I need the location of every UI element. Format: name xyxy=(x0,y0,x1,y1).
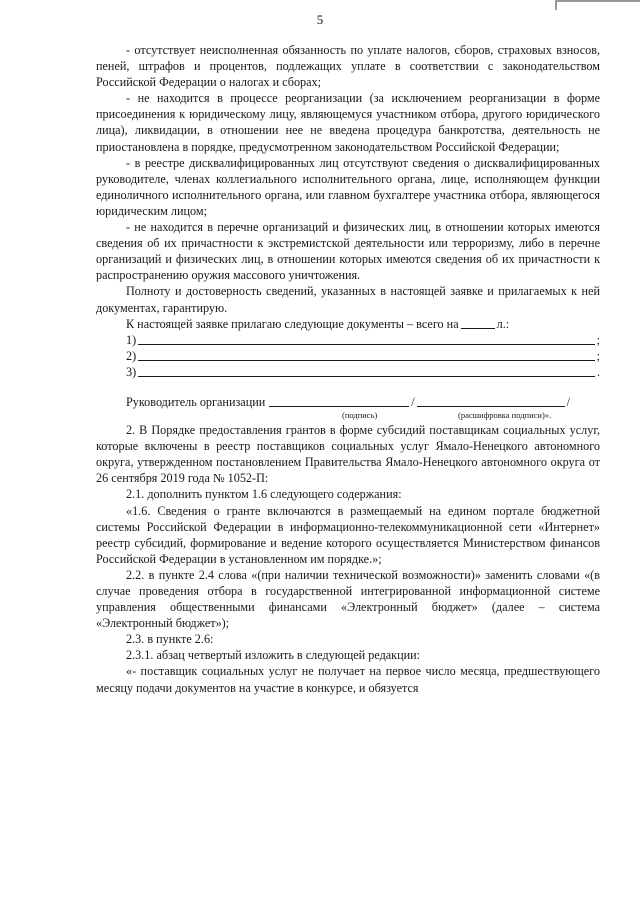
signature-end: / xyxy=(566,394,571,409)
amendment-2-3: 2.3. в пункте 2.6: xyxy=(126,632,214,647)
attachment-number: 3) xyxy=(126,364,137,379)
attachment-number: 1) xyxy=(126,332,137,347)
paragraph-guarantee: Полноту и достоверность сведений, указанных в настоящей заявке и прилагаемых к ней документах, гарантирую. xyxy=(96,284,600,315)
paragraph-disqualified-persons: - в реестре дисквалифицированных лиц отсутствуют сведения о дисквалифицированных руководителе, членах коллегиального исполнительного органа, лице, исполняющем функции единоличного исполнительного органа, или главном бухгалтере участника отбора, являющегося юридическим лицом; xyxy=(96,155,600,218)
attachments-intro xyxy=(96,316,600,332)
signature-row xyxy=(96,394,600,410)
paragraph-tax-obligations: - отсутствует неисполненная обязанность по уплате налогов, сборов, страховых взносов, пеней, штрафов и процентов, подлежащих уплате в соответствии с законодательством Российской Федерации о налогах и сборах; xyxy=(96,43,600,90)
attachments-intro-suffix: л.: xyxy=(496,316,510,331)
attachment-blank xyxy=(138,376,595,377)
amendment-2-1: 2.1. дополнить пунктом 1.6 следующего содержания: xyxy=(126,487,402,502)
scan-edge-mark xyxy=(556,0,640,2)
caption-signature: (подпись) xyxy=(342,410,378,421)
attachments-intro-text: К настоящей заявке прилагаю следующие документы – всего на xyxy=(126,316,459,331)
attachment-end: ; xyxy=(596,348,600,363)
document-body xyxy=(96,42,600,696)
page-number: 5 xyxy=(316,12,324,27)
attachment-end: ; xyxy=(596,332,600,347)
paragraph-reorganization: - не находится в процессе реорганизации (за исключением реорганизации в форме присоединения к юридическому лицу, являющемуся участником отбора, другого юридического лица), ликвидации, в отношении нее не введена процедура банкротства, деятельность не приостановлена в порядке, предусмотренном законодательством Российской Федерации; xyxy=(96,91,600,154)
amendment-2: 2. В Порядке предоставления грантов в форме субсидий поставщикам социальных услуг, которые включены в реестр поставщиков социальных услуг Ямало-Ненецкого автономного округа, утвержденном постановлением Правительства Ямало-Ненецкого автономного округа от 26 сентября 2019 года № 1052-П: xyxy=(96,423,600,486)
sheet-count-blank xyxy=(461,328,495,329)
attachment-blank xyxy=(138,344,594,345)
signature-captions xyxy=(96,410,600,422)
attachment-line-3 xyxy=(96,364,600,380)
signature-label: Руководитель организации xyxy=(126,394,266,409)
amendment-2-2: 2.2. в пункте 2.4 слова «(при наличии технической возможности)» заменить словами «(в случае проведения отбора в государственной интегрированной информационной системе управления общественными финансами «Электронный бюджет» (далее – система «Электронный бюджет»); xyxy=(96,567,600,631)
amendment-2-3-1: 2.3.1. абзац четвертый изложить в следующей редакции: xyxy=(126,648,421,663)
paragraph-extremism-list: - не находится в перечне организаций и физических лиц, в отношении которых имеются сведения об их причастности к экстремистской деятельности или терроризму, либо в перечне организаций и физических лиц, в отношении которых имеются сведения об их причастности к распространению оружия массового уничтожения. xyxy=(96,220,600,283)
attachment-line-2 xyxy=(96,348,600,364)
caption-name: (расшифровка подписи)». xyxy=(458,410,552,421)
attachment-end: . xyxy=(596,364,600,379)
signature-blank xyxy=(269,406,409,407)
attachment-blank xyxy=(138,360,594,361)
attachment-line-1 xyxy=(96,332,600,348)
signature-separator: / xyxy=(411,394,415,409)
attachment-number: 2) xyxy=(126,348,137,363)
amendment-2-1-text: «1.6. Сведения о гранте включаются в размещаемый на едином портале бюджетной системы Российской Федерации в информационно-телекоммуникационной сети «Интернет» реестр субсидий, формирование и ведение которого осуществляется Министерством финансов Российской Федерации в установленном им порядке.»; xyxy=(96,503,600,566)
scan-edge-mark xyxy=(555,0,557,10)
amendment-2-3-1-text: «- поставщик социальных услуг не получает на первое число месяца, предшествующего месяцу подачи документов на участие в конкурсе, и обязуется xyxy=(96,664,600,695)
signature-name-blank xyxy=(417,406,565,407)
